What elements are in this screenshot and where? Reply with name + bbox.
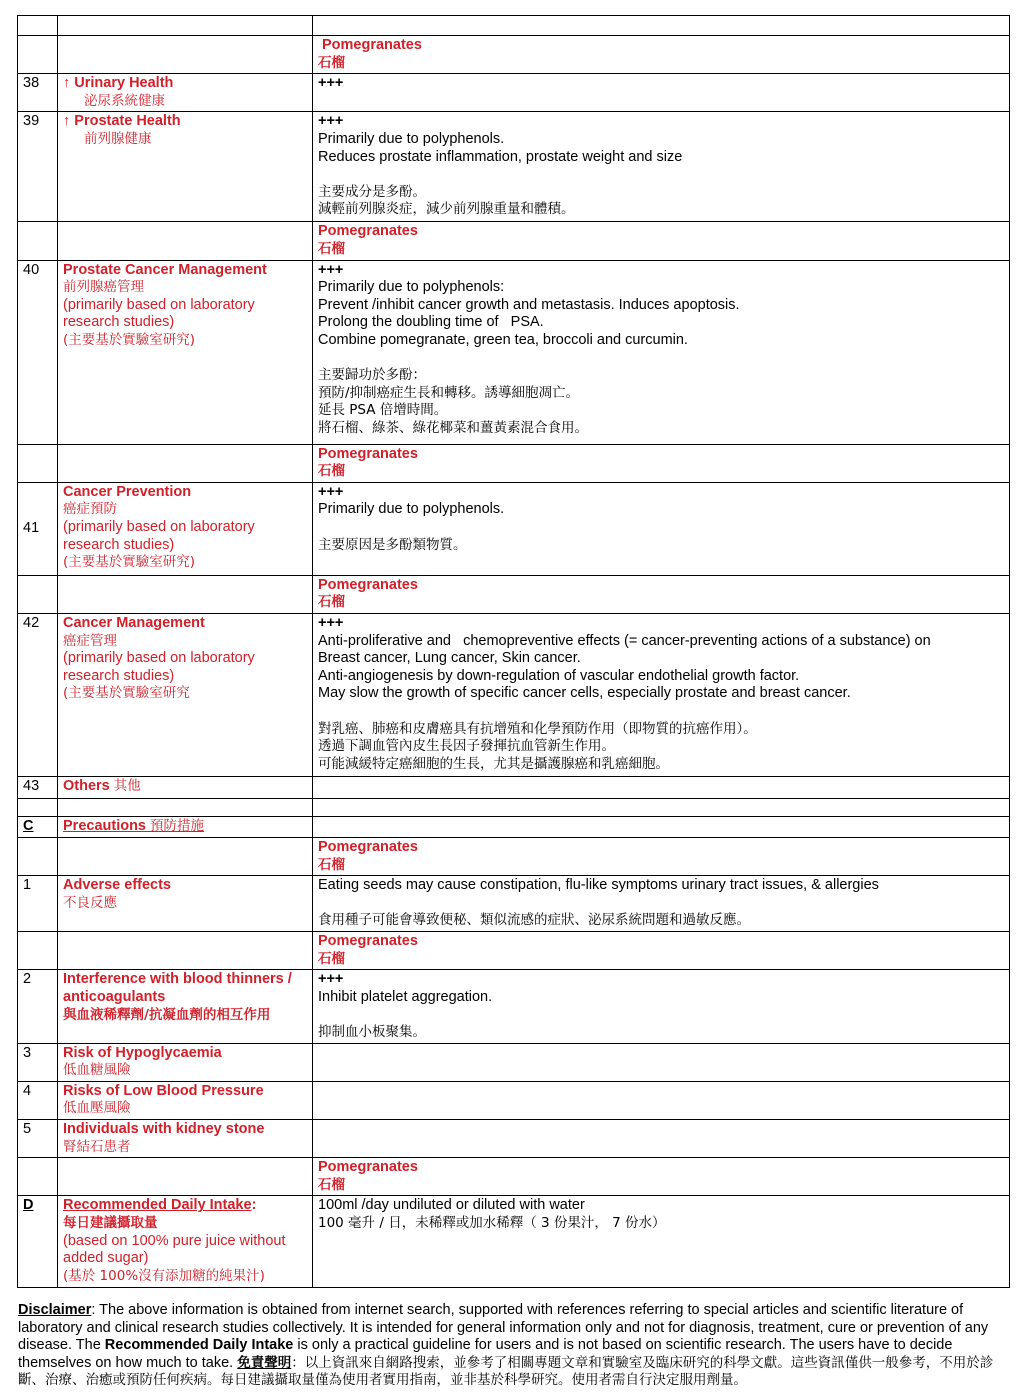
product-name: Pomegranates bbox=[318, 933, 418, 950]
detail-line-zh: 食用種子可能會導致便秘、類似流感的症狀、泌尿系統問題和過敏反應。 bbox=[318, 912, 750, 929]
rating: +++ bbox=[318, 614, 344, 631]
section-note: (based on 100% pure juice without added sugar) bbox=[63, 1232, 290, 1267]
benefit-note-zh: (主要基於實驗室研究) bbox=[63, 331, 196, 348]
product-name-zh: 石榴 bbox=[318, 463, 345, 480]
detail-line: Prolong the doubling time of PSA. bbox=[318, 314, 544, 331]
up-arrow-icon: ↑ bbox=[63, 75, 71, 92]
intake-line: 100ml /day undiluted or diluted with water bbox=[318, 1197, 585, 1214]
row-number: 39 bbox=[18, 112, 58, 222]
section-header-row: D Recommended Daily Intake: 每日建議攝取量 (based on 100% pure juice without added sugar) (基於 100%沒有添加糖的純果汁) 100ml /day undiluted or diluted with water 100 毫升 / 日，未稀釋或加水稀釋（ 3 份果汁， 7 份水） bbox=[18, 1196, 1010, 1288]
benefit-title-zh: 癌症預防 bbox=[63, 501, 117, 518]
detail-line: Primarily due to polyphenols. bbox=[318, 501, 505, 518]
benefit-note: (primarily based on laboratory research studies) bbox=[63, 518, 259, 553]
benefit-title: Others bbox=[63, 777, 110, 794]
disclaimer bbox=[18, 1302, 1006, 1390]
precaution-title: Risk of Hypoglycaemia bbox=[63, 1044, 222, 1061]
benefit-note: (primarily based on laboratory research studies) bbox=[63, 650, 259, 684]
detail-line: Reduces prostate inflammation, prostate weight and size bbox=[318, 148, 683, 165]
product-header-row bbox=[18, 932, 1010, 970]
product-name: Pomegranates bbox=[318, 838, 418, 855]
benefit-note: (primarily based on laboratory research studies) bbox=[63, 296, 259, 331]
detail-line-zh: 延長 PSA 倍增時間。 bbox=[318, 402, 448, 419]
benefit-title: Cancer Prevention bbox=[63, 483, 192, 500]
row-number: 2 bbox=[18, 970, 58, 1043]
detail-line-zh: 主要歸功於多酚： bbox=[318, 367, 426, 384]
detail-line-zh: 主要成分是多酚。 bbox=[318, 183, 426, 200]
section-title: Recommended Daily Intake bbox=[63, 1197, 252, 1214]
disclaimer-text-2: is only a practical guideline for users and is not based on scientific research. The users have to decide themselves on how much to take. bbox=[18, 1337, 953, 1371]
detail-line-zh: 透過下調血管內皮生長因子發揮抗血管新生作用。 bbox=[318, 738, 615, 755]
rating: +++ bbox=[318, 971, 344, 988]
table-row bbox=[18, 776, 1010, 798]
benefit-note-zh: (主要基於實驗室研究) bbox=[63, 554, 196, 571]
table-row bbox=[18, 482, 1010, 575]
detail-line-zh: 主要原因是多酚類物質。 bbox=[318, 536, 467, 553]
table-row bbox=[18, 1081, 1010, 1119]
product-name-zh: 石榴 bbox=[318, 240, 345, 257]
disclaimer-text-zh: ：以上資訊來自網路搜索，並參考了相關專題文章和實驗室及臨床研究的科學文獻。這些資訊僅供一般參考，不用於診斷、治療、治癒或預防任何疾病。每日建議攝取量僅為使用者實用指南，並非基於科學研究。使用者需自行決定服用劑量。 bbox=[18, 1354, 994, 1389]
precaution-title-zh: 不良反應 bbox=[63, 894, 117, 911]
benefit-title-zh: 前列腺健康 bbox=[84, 130, 152, 147]
disclaimer-label-zh: 免責聲明 bbox=[237, 1354, 292, 1371]
detail-line: Primarily due to polyphenols: bbox=[318, 279, 505, 296]
disclaimer-text: : The above information is obtained from internet search, supported with references referring to special articles and scientific literature of laboratory and clinical research studies collectively. It is intended for general information only and not for diagnosis, treatment, cure or prevention of any disease. The bbox=[18, 1302, 989, 1354]
table-row bbox=[18, 613, 1010, 776]
product-name-zh: 石榴 bbox=[318, 54, 345, 71]
section-title: Precautions bbox=[63, 817, 146, 834]
product-header-row bbox=[18, 36, 1010, 74]
table-row bbox=[18, 16, 1010, 36]
detail-line: Eating seeds may cause constipation, flu-like symptoms urinary tract issues, & allergies bbox=[318, 877, 879, 894]
precaution-title: Risks of Low Blood Pressure bbox=[63, 1082, 264, 1099]
rating: +++ bbox=[318, 113, 344, 130]
row-number: 5 bbox=[18, 1120, 58, 1158]
rating: +++ bbox=[318, 261, 344, 278]
product-name: Pomegranates bbox=[322, 37, 422, 53]
benefit-title-zh: 前列腺癌管理 bbox=[63, 279, 144, 296]
detail-line-zh: 對乳癌、肺癌和皮膚癌具有抗增殖和化學預防作用（即物質的抗癌作用）。 bbox=[318, 720, 757, 737]
detail-line: Breast cancer, Lung cancer, Skin cancer. bbox=[318, 650, 581, 667]
product-header-row bbox=[18, 1158, 1010, 1196]
benefit-title: Prostate Health bbox=[74, 113, 181, 130]
benefit-title-zh: 泌尿系統健康 bbox=[84, 92, 165, 109]
up-arrow-icon: ↑ bbox=[63, 113, 71, 130]
detail-line-zh: 抑制血小板聚集。 bbox=[318, 1024, 426, 1041]
benefits-table bbox=[17, 15, 1010, 1288]
product-header-row bbox=[18, 575, 1010, 613]
intake-line-zh: 100 毫升 / 日，未稀釋或加水稀釋（ 3 份果汁， 7 份水） bbox=[318, 1215, 666, 1232]
product-name: Pomegranates bbox=[318, 223, 418, 240]
precaution-title-zh: 低血糖風險 bbox=[63, 1062, 131, 1079]
product-name: Pomegranates bbox=[318, 576, 418, 593]
precaution-title: Adverse effects bbox=[63, 877, 171, 894]
benefit-title: Prostate Cancer Management bbox=[63, 261, 267, 278]
benefit-note-zh: (主要基於實驗室研究 bbox=[63, 685, 190, 702]
precaution-title: Interference with blood thinners / anticoagulants bbox=[63, 971, 296, 1005]
section-header-row bbox=[18, 816, 1010, 837]
detail-line-zh: 預防/抑制癌症生長和轉移。誘導細胞凋亡。 bbox=[318, 384, 580, 401]
table-row bbox=[18, 1043, 1010, 1081]
row-number: 40 bbox=[18, 260, 58, 444]
table-row bbox=[18, 74, 1010, 112]
section-title-zh: 預防措施 bbox=[150, 817, 205, 834]
detail-line-zh: 減輕前列腺炎症，減少前列腺重量和體積。 bbox=[318, 201, 575, 218]
section-letter: C bbox=[18, 816, 58, 837]
benefit-title: Cancer Management bbox=[63, 614, 205, 631]
product-header-row bbox=[18, 444, 1010, 482]
section-letter: D bbox=[18, 1196, 58, 1288]
precaution-title-zh: 與血液稀釋劑/抗凝血劑的相互作用 bbox=[63, 1006, 271, 1023]
row-number: 41 bbox=[18, 482, 58, 575]
section-note-zh: (基於 100%沒有添加糖的純果汁) bbox=[63, 1267, 265, 1284]
precaution-title-zh: 低血壓風險 bbox=[63, 1100, 131, 1117]
detail-line: Prevent /inhibit cancer growth and metastasis. Induces apoptosis. bbox=[318, 296, 740, 313]
detail-line: Primarily due to polyphenols. bbox=[318, 130, 505, 147]
detail-line-zh: 將石榴、綠茶、綠花椰菜和薑黃素混合食用。 bbox=[318, 419, 588, 436]
row-number: 42 bbox=[18, 613, 58, 776]
detail-line: Anti-angiogenesis by down-regulation of vascular endothelial growth factor. bbox=[318, 667, 800, 684]
section-title-zh: 每日建議攝取量 bbox=[63, 1215, 158, 1232]
rating: +++ bbox=[313, 74, 1010, 112]
benefit-title-zh: 其他 bbox=[113, 777, 141, 794]
product-name: Pomegranates bbox=[318, 1159, 418, 1176]
table-row bbox=[18, 876, 1010, 932]
disclaimer-bold-term: Recommended Daily Intake bbox=[104, 1337, 294, 1354]
product-name: Pomegranates bbox=[318, 445, 418, 462]
detail-line: Anti-proliferative and chemopreventive effects (= cancer-preventing actions of a substance) on bbox=[318, 632, 931, 649]
product-name-zh: 石榴 bbox=[318, 856, 345, 873]
benefit-title-zh: 癌症管理 bbox=[63, 632, 117, 649]
product-name-zh: 石榴 bbox=[318, 594, 345, 611]
precaution-title-zh: 腎結石患者 bbox=[63, 1138, 131, 1155]
table-row bbox=[18, 1120, 1010, 1158]
product-name-zh: 石榴 bbox=[318, 1176, 345, 1193]
detail-line: Combine pomegranate, green tea, broccoli and curcumin. bbox=[318, 331, 688, 348]
benefit-title: Urinary Health bbox=[74, 75, 174, 92]
row-number: 3 bbox=[18, 1043, 58, 1081]
table-row bbox=[18, 970, 1010, 1043]
disclaimer-label: Disclaimer bbox=[18, 1302, 92, 1318]
detail-line: May slow the growth of specific cancer cells, especially prostate and breast cancer. bbox=[318, 685, 851, 702]
product-name-zh: 石榴 bbox=[318, 950, 345, 967]
row-number: 38 bbox=[18, 74, 58, 112]
row-number: 1 bbox=[18, 876, 58, 932]
row-number: 43 bbox=[18, 776, 58, 798]
product-header-row bbox=[18, 222, 1010, 260]
table-row bbox=[18, 260, 1010, 444]
table-row bbox=[18, 112, 1010, 222]
detail-line: Inhibit platelet aggregation. bbox=[318, 988, 493, 1005]
rating: +++ bbox=[318, 483, 344, 500]
product-header-row bbox=[18, 837, 1010, 875]
precaution-title: Individuals with kidney stone bbox=[63, 1121, 265, 1138]
table-row bbox=[18, 798, 1010, 816]
row-number: 4 bbox=[18, 1081, 58, 1119]
detail-line-zh: 可能減緩特定癌細胞的生長，尤其是攝護腺癌和乳癌細胞。 bbox=[318, 755, 669, 772]
